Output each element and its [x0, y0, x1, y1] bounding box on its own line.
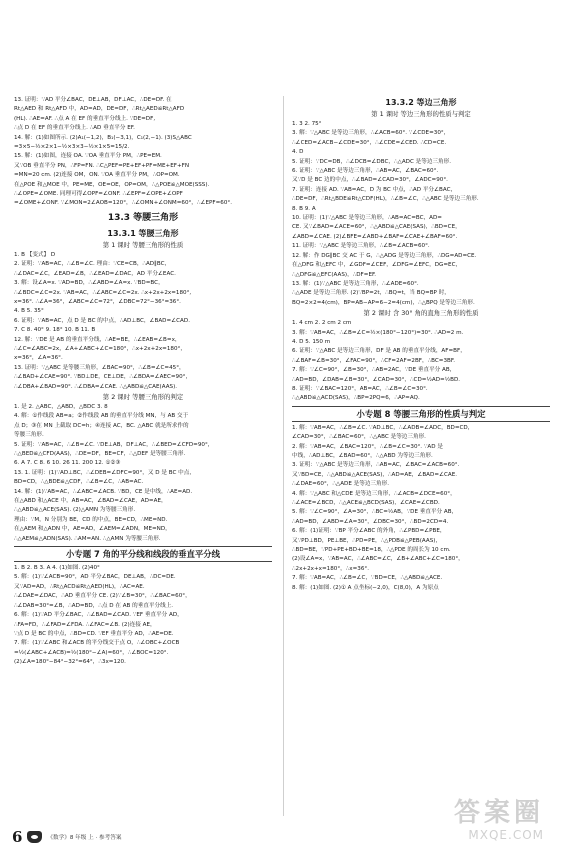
lesson-heading-2: 第 2 课时 等腰三角形的判定: [102, 392, 184, 401]
answer-line: ∴△BED≌△CFD(AAS)，∴DE=DF，BE=CF，∴△DEF 是等腰三角形.: [14, 451, 186, 457]
answer-line: 13. 解：(1)∵△ABC 是等边三角形，∴∠ADE=60°.: [292, 280, 419, 287]
answer-line: 3. 解：设∠A=x. ∵AD=BD，∴∠ABD=∠A=x. ∵BD=BC，: [14, 280, 164, 287]
answer-line: Rt△AED 和 Rt△AFD 中，AD=AD，DE=DF，∴Rt△AED≌Rt△AFD: [14, 106, 185, 113]
answer-line: 8. 解：(1)如图. (2)① A 点坐标(−2,0)，C(8,0)，A 为原点: [292, 584, 439, 591]
section-heading: 13.3 等腰三角形: [107, 212, 179, 223]
right-answer-block-1: [292, 120, 550, 308]
watermark-site-text: MXQE.COM: [468, 828, 544, 842]
answer-line: x=36°. ∴∠A=36°，∠ABC=∠C=72°，∠DBC=72°−36°=36°.: [14, 298, 181, 305]
left-answer-block-1: [14, 96, 272, 209]
answer-line: ∵点 D 是 BC 的中点，∴BD=CD. ∵EF 垂直平分 AD，∴AE=DE.: [14, 630, 174, 637]
answer-line: 1. 解：∵AB=AC，∴∠B=∠C. ∵AD⊥BC，∴∠ADB=∠ADC，BD=CD，: [292, 424, 474, 431]
answer-line: 6. 证明：∵AB=AC，点 D 是 BC 的中点，∴AD⊥BC，∠BAD=∠CAD.: [14, 317, 190, 324]
publisher-logo-icon: [27, 831, 42, 843]
answer-line: 7. 解：∵∠C=90°，∠B=30°，∴AB=2AC，∵DE 垂直平分 AB，: [292, 367, 456, 374]
answer-line: 5. 解：∵∠C=90°，∠A=30°，∴BC=½AB，∵DE 垂直平分 AB，: [292, 509, 458, 516]
answer-line: 7. 解：∵AB=AC，∴∠B=∠C，∵BD=CE，∴△ABD≌△ACE.: [292, 575, 443, 582]
left-answer-block-4: [14, 564, 272, 667]
answer-line: 3. 证明：∵△ABC 是等边三角形，∴AB=AC，∠BAC=∠ACB=60°.: [292, 462, 460, 469]
answer-line: ∴AD=BD，∠ABD=∠A=30°，∠DBC=30°，∴BD=2CD=4.: [292, 518, 449, 525]
special-topic-8-heading: 小专题 8 等腰三角形的性质与判定: [292, 406, 550, 422]
answer-line: 15. 解：(1)如图，连接 OA. ∵OA 垂直平分 PM，∴PE=EM.: [14, 153, 162, 160]
answer-line: ∠ABD=∠CAE. (2)∠BFE=∠ABD+∠BAF=∠CAE+∠BAF=60°.: [292, 233, 458, 240]
answer-line: 10. 证明：(1)∵△ABC 是等边三角形，∴AB=AC=BC，AD=: [292, 215, 442, 222]
answer-line: (2)∠A=180°−84°−32°=64°，∴3x=120.: [14, 659, 126, 666]
answer-line: 点 D；③在 MN 上截取 DC=h；④连接 AC，BC. △ABC 就是所求作的: [14, 422, 189, 429]
answer-line: =MN=20 cm. (2)连接 OM，ON. ∵OA 垂直平分 PM，∴OP=OM.: [14, 172, 180, 179]
answer-line: 1. 3 2. 75°: [292, 121, 322, 127]
answer-line: 12. 解：作 DG∥BC 交 AC 于 G，∴△ADG 是等边三角形，∴DG=AD=CE.: [292, 252, 477, 259]
answer-line: 1. 4 cm 2. 2 cm 2 cm: [292, 320, 352, 327]
answer-line: 14. 解：(1)如图所示. (2)A₁(−1,2)，B₁(−3,1)，C₁(2,−1). (3)S△ABC: [14, 134, 192, 141]
answer-line: 14. 解：(1)∵AB=AC，∴∠ABC=∠ACB. ∵BD，CE 是中线，∴AE=AD.: [14, 488, 193, 495]
answer-line: 6. 证明：∵△ABC 是等边三角形，DF 是 AB 的垂直平分线，AF=BF，: [292, 348, 466, 355]
answer-line: ∴∠DAE=∠DAC，∴AD 垂直平分 CE. (2)∵∠B=30°，∴∠BAC=60°，: [14, 593, 191, 600]
answer-line: 13. 1. 证明：(1)∵AD⊥BC，∴∠DEB=∠DFC=90°，又 D 是 BC 中点，: [14, 469, 195, 476]
answer-line: 4. D 5. 150 m: [292, 338, 331, 345]
answer-line: ∴∠DAC=∠C，∠EAD=∠B，∴∠EAD=∠DAC，AD 平分∠EAC.: [14, 270, 176, 277]
answer-line: ∴点 D 在 EF 的垂直平分线上. ∴AD 垂直平分 EF.: [14, 125, 135, 132]
answer-line: 7. 解：(1)∵∠ABC 和∠ACB 的平分线交于点 O，∴∠OBC+∠OCB: [14, 640, 180, 647]
right-answer-block-3: [292, 424, 550, 593]
answer-line: 4. D: [292, 149, 304, 156]
answer-line: 2. 证明：∵AB=AC，∴∠B=∠C. 理由：∵CE=CB，∴AD∥BC，: [14, 261, 171, 268]
answer-line: ∴∠DAB=30°=∠B，∴AD=BD，∴点 D 在 AB 的垂直平分线上.: [14, 602, 174, 609]
answer-line: x=36°，∠A=36°.: [14, 355, 63, 362]
answer-line: 13. 证明：∵△ABC 是等腰三角形，∠BAC=90°，∴∠B=∠C=45°，: [14, 364, 185, 371]
answer-line: ∴△DFG≌△EFC(AAS)，∴DF=EF.: [292, 271, 377, 278]
answer-line: 2. 解：∵AB=AC，∠BAC=120°，∴∠B=∠C=30°. ∵AD 是: [292, 443, 443, 450]
answer-line: CE. 又∵∠BAD=∠ACE=60°，∴△ABD≌△CAE(SAS)，∴BD=CE，: [292, 224, 461, 231]
answer-line: ∴△ABD≌△ACD(SAS)，∴BP=2PQ=6，∴AP=AQ.: [292, 395, 420, 402]
answer-line: 又∵AD=AD，∴Rt△ACD≌Rt△AED(HL)，∴AC=AE.: [14, 583, 145, 590]
answer-line: 在△POE 和△MOE 中，PE=ME，OE=OE，OP=OM，∴△POE≌△MOE(SSS).: [14, 181, 210, 188]
answer-line: 又∵OB 垂直平分 PN，∴FP=FN. ∴C△PEF=PE+EF+PF=ME+EF+FN: [14, 162, 190, 169]
subsection-heading-isosceles: 13.3.1 等腰三角形: [107, 228, 179, 238]
answer-line: ∴AD=BD，∠DAB=∠B=30°，∠CAD=30°，∴CD=½AD=½BD.: [292, 376, 461, 383]
answer-line: 中线，∴AD⊥BC，∠BAD=60°，∴△ABD 为等边三角形.: [292, 453, 433, 459]
right-lesson-heading-1: 第 1 课时 等边三角形的性质与判定: [371, 110, 471, 118]
answer-line: 13. 证明：∵AD 平分∠BAC，DE⊥AB，DF⊥AC，∴DE=DF. 在: [14, 97, 172, 103]
special-topic-7-heading: 小专题 7 角的平分线和线段的垂直平分线: [14, 546, 272, 562]
answer-line: 4. 解：∵△ABC 和△CDE 是等边三角形，∴∠ACB=∠DCE=60°，: [292, 490, 456, 497]
answer-line: 8. 证明：∵∠BAC=120°，AB=AC，∴∠B=∠C=30°.: [292, 385, 428, 392]
answer-line: ∴∠CED=∠ACB−∠CDE=30°，∴∠CDE=∠CED. ∴CD=CE.: [292, 139, 447, 146]
answer-line: 在△ABD 和△ACE 中，AB=AC，∠BAD=∠CAE，AD=AE，: [14, 498, 167, 505]
answer-line: 1. 是 2. △ABC，△ABD，△BDC 3. 8: [14, 403, 108, 410]
answer-line: 12. 解：∵DE 是 AB 的垂直平分线，∴AE=BE，∴∠EAB=∠B=x，: [14, 336, 181, 343]
answer-line: 5. 证明：∵DC=DB，∴∠DCB=∠DBC，∴△ADC 是等边三角形.: [292, 158, 451, 165]
page-number: 6: [12, 828, 23, 846]
answer-line: ∴FA=FD，∴∠FAD=∠FDA. ∴∠FAC=∠B. (2)连接 AE，: [14, 621, 156, 628]
answer-line: 理由：∵M，N 分别为 BE，CD 的中点，BE=CD，∴ME=ND.: [14, 516, 168, 523]
answer-line: ∴∠ACE=∠BCD，∴△ACE≌△BCD(SAS)，∠CAE=∠CBD.: [292, 500, 440, 507]
answer-line: 11. 证明：∵△ABC 是等边三角形，∴∠B=∠ACB=60°.: [292, 243, 430, 250]
answer-line: 8. B 9. A: [292, 205, 316, 212]
answer-line: 在△AEM 和△ADN 中，AE=AD，∠AEM=∠ADN，ME=ND，: [14, 526, 171, 533]
subsection-heading-equilateral: 13.3.2 等边三角形: [385, 98, 457, 107]
answer-line: 又∵D 是 BC 边的中点，∴∠BAD=∠CAD=30°，∠ADC=90°.: [292, 177, 448, 184]
answer-line: 6. 解：(1)证明：∵BP 平分∠ABC 的外角，∴∠PBD=∠PBE，: [292, 528, 446, 535]
answer-line: ∴2x+2x+x=180°，∴x=36°.: [292, 565, 369, 572]
left-column: [14, 96, 272, 816]
answer-line: ∴△AEM≌△ADN(SAS). ∴AM=AN. ∴△AMN 为等腰三角形.: [14, 535, 161, 542]
answer-line: 7. C 8. 40° 9. 18° 10. B 11. B: [14, 327, 96, 334]
answer-line: (HL). ∴AE=AF. ∴点 A 在 EF 的垂直平分线上. ∵DE=DF,: [14, 115, 156, 122]
answer-line: 1. B 【变式】 D: [14, 251, 56, 258]
answer-line: 4. 解：①作线段 AB=a；②作线段 AB 的垂直平分线 MN，与 AB 交于: [14, 413, 189, 420]
answer-line: 3. 解：∵△ABC 是等边三角形，∴∠ACB=60°. ∵∠CDE=30°，: [292, 130, 450, 137]
right-answer-block-2: [292, 319, 550, 404]
watermark-main-text: 答案圈: [453, 798, 544, 828]
answer-line: =½(∠ABC+∠ACB)=½(180°−∠A)=60°，∴∠BOC=120°.: [14, 649, 169, 656]
answer-line: 3. 解：∵AB=AC，∴∠B=∠C=½×(180°−120°)=30°. ∴AD=2 m.: [292, 329, 464, 336]
page-footer: [12, 828, 121, 846]
answer-line: ∴∠BAD+∠CAE=90°. ∵BD⊥DE，CE⊥DE，∴∠BDA=∠AEC=90°，: [14, 374, 192, 381]
answer-line: 1. B 2. B 3. A 4. (1)如图. (2)40°: [14, 565, 100, 572]
answer-line: ∠CAD=30°，∴∠BAC=60°，∴△ABC 是等边三角形.: [292, 434, 426, 441]
answer-line: 在△DFG 和△EFC 中，∠GDF=∠CEF，∠DFG=∠EFC，DG=EC，: [292, 262, 462, 269]
answer-line: =3×5−½×2×1−½×3×3−½×1×5=15/2.: [14, 144, 130, 151]
answer-line: ∴∠BAF=∠B=30°，∠FAC=90°，∴CF=2AF=2BF，∴BC=3BF.: [292, 357, 455, 364]
answer-line: 等腰三角形.: [14, 432, 44, 439]
answer-line: BD=CD，∴△BDE≌△CDF，∴∠B=∠C，∴AB=AC.: [14, 479, 144, 486]
answer-line: ∴∠DBA+∠BAD=90°. ∴∠DBA=∠CAE. ∴△ABD≌△CAE(AAS).: [14, 383, 178, 390]
answer-line: =∠OME+∠ONF. ∵∠MON=2∠AOB=120°，∴∠OMN+∠ONM=60°，∴∠EPF=60°.: [14, 200, 232, 207]
answer-line: 又∵BD=CE，∴△ABD≌△ACE(SAS)，∴AD=AE，∠BAD=∠CAE.: [292, 471, 458, 478]
answer-line: BQ=2×2=4(cm)，BP=AB−AP=6−2=4(cm)，∴△BPQ 是等边三角形.: [292, 299, 475, 306]
answer-line: ∴△ADE 是等边三角形. (2)∵BP=2t，∴BQ=t，当 BQ=BP 时，: [292, 290, 450, 297]
right-lesson-heading-2: 第 2 课时 含 30° 角的直角三角形的性质: [363, 309, 479, 318]
answer-line: 4. B 5. 35°: [14, 308, 44, 315]
answer-line: ∴∠BDC=∠C=2x. ∵AB=AC，∴∠ABC=∠C=2x. ∴x+2x+2x=180°,: [14, 289, 192, 296]
answer-line: ∴∠C=∠ABC=2x，∠A+∠ABC+∠C=180°，∴x+2x+2x=180°，: [14, 345, 186, 352]
column-divider: [283, 96, 284, 816]
answer-line: 7. 证明：连接 AD. ∵AB=AC，D 为 BC 中点，∴AD 平分∠BAC，: [292, 186, 457, 193]
left-answer-block-2: [14, 251, 272, 392]
answer-line: ∴∠DAE=60°，∴△ADE 是等边三角形.: [292, 481, 389, 488]
left-answer-block-3: [14, 403, 272, 544]
answer-line: ∴∠OPE=∠OME. 同理可得∠OPF=∠ONF. ∴∠EPF=∠OPE+∠OPF: [14, 191, 183, 198]
answer-line: ∴△ABD≌△ACE(SAS). (2)△AMN 为等腰三角形.: [14, 507, 136, 514]
answer-line: ∴DE=DF，∴Rt△BDE≌Rt△CDF(HL)，∴∠B=∠C，∴△ABC 是等边三角形.: [292, 196, 479, 203]
footer-caption: 《数学》8 年级 上 · 参考答案: [47, 835, 122, 841]
answer-line: 6. A 7. C 8. 6 10. 26 11. 200 12. ①②③: [14, 460, 121, 467]
watermark: [454, 798, 544, 842]
lesson-heading-1: 第 1 课时 等腰三角形的性质: [102, 240, 184, 249]
answer-line: (2)设∠A=x，∵AB=AC，∴∠ABC=∠C，∠B+∠ABC+∠C=180°，: [292, 556, 464, 563]
answer-line: 5. 解：(1)∵∠ACB=90°，AD 平分∠BAC，DE⊥AB，∴DC=DE.: [14, 574, 176, 581]
answer-line: 6. 证明：∵△ABC 是等边三角形，∴AB=AC，∠BAC=60°.: [292, 168, 439, 175]
answer-line: 又∵PD⊥BD，PE⊥BE，∴PD=PE，∴△PDB≌△PEB(AAS)，: [292, 537, 442, 544]
right-column: [292, 96, 550, 816]
answer-line: 6. 解：(1)∵AD 平分∠BAC，∴∠BAD=∠CAD. ∵EF 垂直平分 AD，: [14, 612, 183, 619]
answer-line: 5. 证明：∵AB=AC，∴∠B=∠C. ∵DE⊥AB，DF⊥AC，∴∠BED=∠CFD=90°，: [14, 441, 214, 448]
answer-line: ∴BD=BE，∵PD+PE+BD+BE=18，∴△PDE 的周长为 10 cm.: [292, 547, 451, 554]
